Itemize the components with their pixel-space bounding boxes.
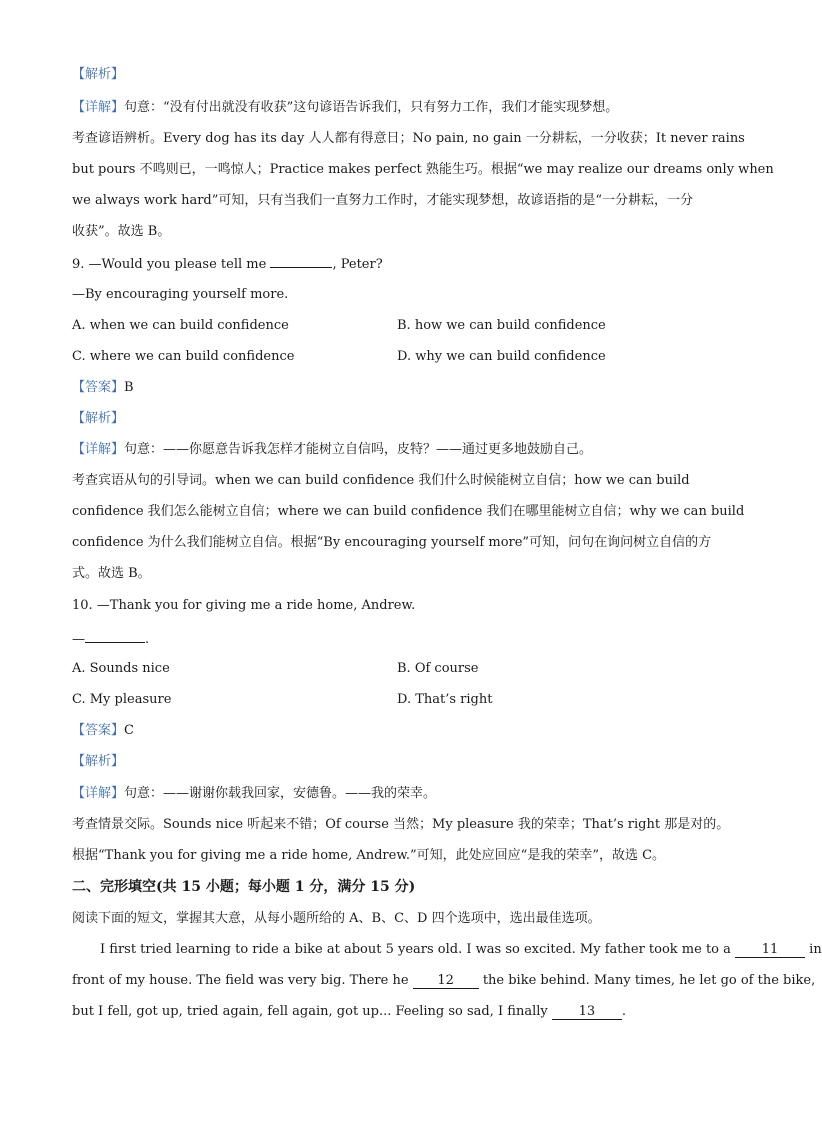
answer-line [72,722,134,740]
answer-label: 【答案】 [72,380,125,395]
explanation-line: 收获”。故选 B。 [72,224,171,239]
blank-number: 12 [413,974,479,989]
blank-number: 13 [552,1005,622,1020]
answer-label: 【答案】 [72,723,125,738]
option-d: D. That’s right [397,692,493,707]
analysis-label: 【解析】 [72,411,125,426]
detail-text: 句意：——谢谢你载我回家，安德鲁。——我的荣幸。 [124,786,437,801]
detail-line [72,441,592,459]
answer-value: B [124,380,134,395]
explanation-line: 考查宾语从句的引导词。when we can build confidence 我们什么时候能树立自信；how we can build [72,473,690,488]
explanation-line: but pours 不鸣则已，一鸣惊人；Practice makes perfect 熟能生巧。根据“we may realize our dreams only when [72,162,774,177]
answer-blank [270,254,332,268]
section-instruction: 阅读下面的短文，掌握其大意，从每小题所给的 A、B、C、D 四个选项中，选出最佳选项。 [72,911,601,926]
detail-label: 【详解】 [72,442,125,457]
passage-line: front of my house. The field was very big. There he 12 the bike behind. Many times, he let go of the bike, [72,973,816,988]
option-b: B. how we can build confidence [397,318,606,333]
option-a: A. when we can build confidence [72,318,289,333]
explanation-line: 式。故选 B。 [72,566,151,581]
explanation-line: 根据“Thank you for giving me a ride home, Andrew.”可知，此处应回应“是我的荣幸”，故选 C。 [72,848,666,863]
section-title: 二、完形填空(共 15 小题；每小题 1 分，满分 15 分) [72,879,416,895]
dialog-reply: — . [72,629,149,649]
explanation-line: confidence 为什么我们能树立自信。根据“By encouraging yourself more”可知，问句在询问树立自信的方 [72,535,712,550]
option-c: C. My pleasure [72,692,172,707]
explanation-line: 考查情景交际。Sounds nice 听起来不错；Of course 当然；My pleasure 我的荣幸；That’s right 那是对的。 [72,817,730,832]
detail-line [72,99,618,117]
option-d: D. why we can build confidence [397,349,606,364]
detail-label: 【详解】 [72,786,125,801]
question-stem: 10. —Thank you for giving me a ride home, Andrew. [72,598,416,613]
question-stem: 9. —Would you please tell me , Peter? [72,254,383,274]
option-a: A. Sounds nice [72,661,170,676]
explanation-line: confidence 我们怎么能树立自信；where we can build confidence 我们在哪里能树立自信；why we can build [72,504,745,519]
passage-line: I first tried learning to ride a bike at about 5 years old. I was so excited. My father took me to a 11 in [100,942,822,957]
detail-line [72,785,436,803]
detail-label: 【详解】 [72,100,125,115]
analysis-label: 【解析】 [72,67,125,82]
answer-value: C [124,723,134,738]
option-b: B. Of course [397,661,479,676]
answer-blank [85,629,145,643]
blank-number: 11 [735,943,805,958]
detail-text: 句意：“没有付出就没有收获”这句谚语告诉我们，只有努力工作，我们才能实现梦想。 [124,100,619,115]
explanation-line: we always work hard”可知，只有当我们一直努力工作时，才能实现梦想，故谚语指的是“一分耕耘，一分 [72,193,694,208]
analysis-label: 【解析】 [72,754,125,769]
explanation-line: 考查谚语辨析。Every dog has its day 人人都有得意日；No pain, no gain 一分耕耘，一分收获；It never rains [72,131,745,146]
dialog-reply: —By encouraging yourself more. [72,287,289,302]
option-c: C. where we can build confidence [72,349,295,364]
answer-line [72,379,134,397]
detail-text: 句意：——你愿意告诉我怎样才能树立自信吗，皮特？——通过更多地鼓励自己。 [124,442,593,457]
passage-line: but I fell, got up, tried again, fell again, got up... Feeling so sad, I finally 13 . [72,1004,627,1019]
